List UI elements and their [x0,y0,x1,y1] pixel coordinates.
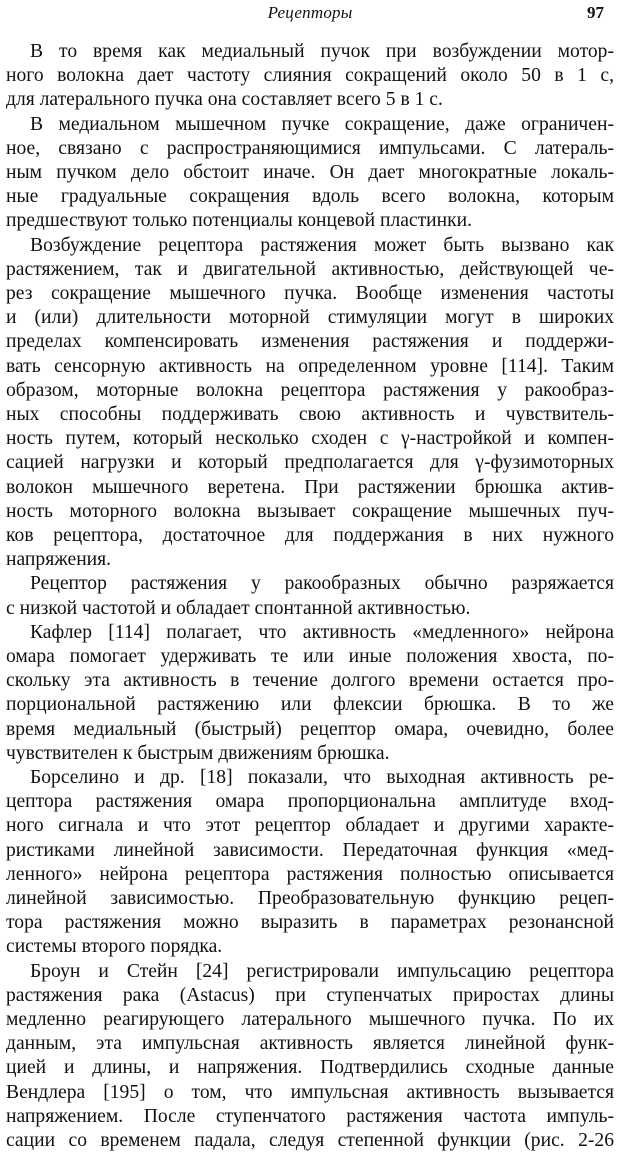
text-line: медленно реагирующего латерального мышечного пучка. По их [6,1009,614,1030]
text-line: растяжением, так и двигательной активностью, действующей че- [6,258,614,280]
text-line: цептора растяжения омара пропорциональна амплитуде вход- [6,791,614,813]
text-line: растяжения рака (Astacus) при ступенчатых приростах длины [6,984,614,1006]
text-line: ного сигнала и что этот рецептор обладает и другими характе- [6,815,614,837]
text-line: В то время как медиальный пучок при возбуждении мотор- [30,41,614,62]
text-line: рез сокращение мышечного пучка. Вообще изменения частоты [6,283,614,304]
text-line: Рецептор растяжения у ракообразных обычно разряжается [30,573,614,595]
text-line: пределах компенсировать изменения растяжения и поддержи- [6,331,614,353]
text-line: Вендлера [195] о том, что импульсная активность вызывается [6,1081,614,1103]
text-line: ленного» нейрона рецептора растяжения полностью описывается [6,863,614,885]
running-title: Рецепторы [267,3,353,22]
text-line: для латерального пучка она составляет всего 5 в 1 с. [6,89,443,111]
text-line: с низкой частотой и обладает спонтанной активностью. [6,597,471,619]
text-line: ность моторного волокна вызывает сокращение мышечных пуч- [6,500,614,522]
text-line: цией и длины, и напряжения. Подтвердились сходные данные [6,1057,614,1079]
text-line: Борселино и др. [18] показали, что выходная активность ре- [30,767,614,788]
text-line: ков рецептора, достаточное для поддержания в них нужного [6,525,614,546]
text-line: ность путем, который несколько сходен с γ-настройкой и компен- [6,428,614,450]
text-line: Возбуждение рецептора растяжения может быть вызвано как [30,234,614,256]
text-line: ного волокна дает частоту слияния сокращений около 50 в 1 с, [6,65,614,87]
text-line: напряжения. [6,549,112,571]
text-line: сации со временем падала, следуя степенной функции (рис. 2-26 [6,1130,614,1151]
text-line: омара помогает удерживать те или иные положения хвоста, по- [6,646,614,667]
text-line: волокон мышечного веретена. При растяжении брюшка актив- [6,476,614,498]
text-line: тора растяжения можно выразить в параметрах резонансной [6,912,614,934]
text-line: порциональной растяжению или флексии брюшка. В то же [6,694,614,716]
text-line: В медиальном мышечном пучке сокращение, даже ограничен- [30,113,614,135]
page-header [0,3,620,29]
text-line: линейной зависимостью. Преобразовательную функцию рецеп- [6,888,614,909]
text-line: ное, связано с распространяющимися импульсами. С латераль- [6,137,614,159]
text-line: сацией нагрузки и который предполагается для γ-фузимоторных [6,452,614,474]
text-line: Броун и Стейн [24] регистрировали импульсацию рецептора [30,960,614,982]
text-line: время медиальный (быстрый) рецептор омара, очевидно, более [6,718,614,740]
text-line: предшествуют только потенциалы концевой пластинки. [6,210,473,232]
page-number: 97 [587,3,604,22]
text-line: ристиками линейной зависимости. Передаточная функция «мед- [6,839,614,861]
text-line: данным, эта импульсная активность является линейной функ- [6,1033,614,1055]
text-line: чувствителен к быстрым движениям брюшка. [6,742,390,764]
text-line: ных способны поддерживать свою активность и чувствитель- [6,404,614,425]
text-line: вать сенсорную активность на определенном уровне [114]. Таким [6,355,614,377]
text-line: напряжением. После ступенчатого растяжения частота импуль- [6,1105,614,1127]
text-line: ные градуальные сокращения вдоль всего волокна, которым [6,186,614,208]
text-line: образом, моторные волокна рецептора растяжения у ракообраз- [6,379,614,401]
text-line: системы второго порядка. [6,936,223,958]
text-line: скольку эта активность в течение долгого времени остается про- [6,670,614,692]
text-line: Кафлер [114] полагает, что активность «медленного» нейрона [30,621,614,643]
text-line: и (или) длительности моторной стимуляции могут в широких [6,307,614,329]
text-line: ным пучком дело обстоит иначе. Он дает многократные локаль- [6,162,614,183]
